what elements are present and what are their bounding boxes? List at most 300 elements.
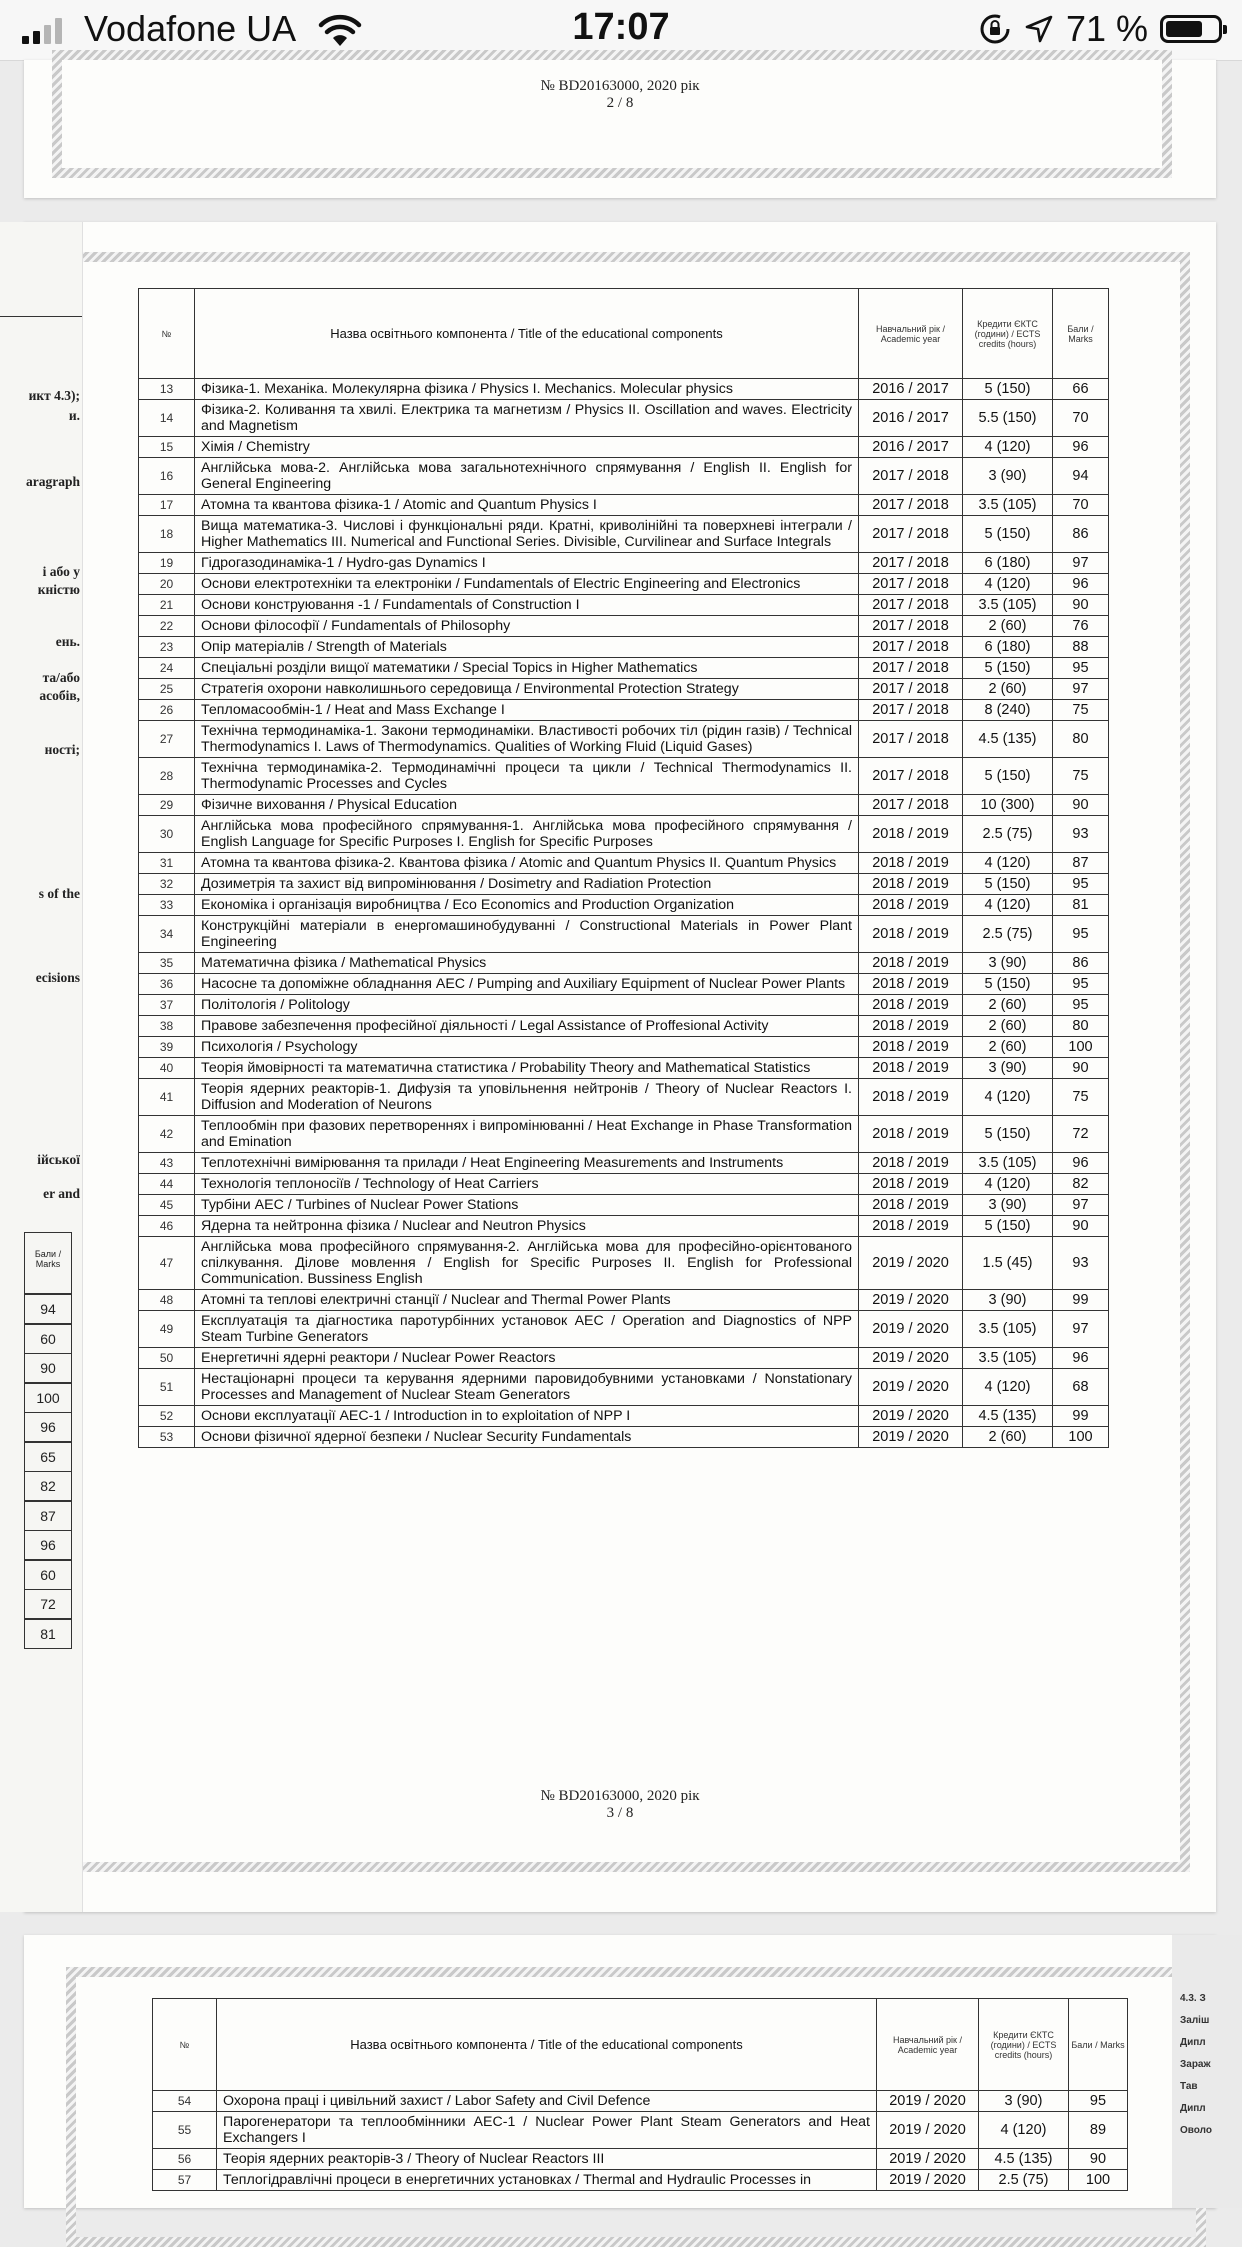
course-title: Атомні та теплові електричні станції / Nuclear and Thermal Power Plants <box>195 1290 859 1311</box>
page-footer-number: № BD20163000, 2020 рік <box>540 1788 700 1804</box>
course-title: Математична фізика / Mathematical Physics <box>195 953 859 974</box>
fragment-text: Дипл <box>1180 2103 1206 2114</box>
column-header-title: Назва освітнього компонента / Title of the educational components <box>195 289 859 379</box>
academic-year: 2017 / 2018 <box>859 516 963 553</box>
course-title: Фізика-1. Механіка. Молекулярна фізика / Physics I. Mechanics. Molecular physics <box>195 379 859 400</box>
row-number: 24 <box>139 658 195 679</box>
course-title: Технічна термодинаміка-1. Закони термодинаміки. Властивості робочих тіл (рідин газів) / Technical Thermodynamics I. Laws of Thermodynamics. Qualities of Working Fluid (Liquid Gases) <box>195 721 859 758</box>
ects-credits: 5 (150) <box>963 1116 1053 1153</box>
row-number: 26 <box>139 700 195 721</box>
course-title: Англійська мова професійного спрямування-1. Англійська мова професійного спрямування / English Language for Specific Purposes I. English for Specific Purposes <box>195 816 859 853</box>
course-title: Основи філософії / Fundamentals of Philosophy <box>195 616 859 637</box>
fragment-text: Тав <box>1180 2081 1198 2092</box>
ects-credits: 5 (150) <box>963 379 1053 400</box>
academic-year: 2018 / 2019 <box>859 1153 963 1174</box>
fragment-text: ності; <box>44 742 80 757</box>
course-title: Економіка і організація виробництва / Eco Economics and Production Organization <box>195 895 859 916</box>
academic-year: 2017 / 2018 <box>859 658 963 679</box>
mark: 66 <box>1053 379 1109 400</box>
academic-year: 2018 / 2019 <box>859 1174 963 1195</box>
ects-credits: 4 (120) <box>963 1174 1053 1195</box>
course-title: Хімія / Chemistry <box>195 437 859 458</box>
row-number: 21 <box>139 595 195 616</box>
table-row <box>139 1311 1109 1348</box>
ects-credits: 8 (240) <box>963 700 1053 721</box>
academic-year: 2018 / 2019 <box>859 1058 963 1079</box>
ects-credits: 5 (150) <box>963 874 1053 895</box>
row-number: 22 <box>139 616 195 637</box>
academic-year: 2018 / 2019 <box>859 1037 963 1058</box>
ects-credits: 3.5 (105) <box>963 1153 1053 1174</box>
academic-year: 2018 / 2019 <box>859 853 963 874</box>
table-row <box>139 1216 1109 1237</box>
course-title: Теплотехнічні вимірювання та прилади / Heat Engineering Measurements and Instruments <box>195 1153 859 1174</box>
mark: 96 <box>1053 437 1109 458</box>
row-number: 46 <box>139 1216 195 1237</box>
mark: 90 <box>1053 1216 1109 1237</box>
course-title: Стратегія охорони навколишнього середовища / Environmental Protection Strategy <box>195 679 859 700</box>
row-number: 49 <box>139 1311 195 1348</box>
mark: 96 <box>1053 574 1109 595</box>
academic-year: 2019 / 2020 <box>859 1311 963 1348</box>
table-row <box>139 516 1109 553</box>
course-title: Політологія / Politology <box>195 995 859 1016</box>
fragment-text: кністю <box>37 582 80 597</box>
course-title: Атомна та квантова фізика-2. Квантова фізика / Atomic and Quantum Physics II. Quantum Physics <box>195 853 859 874</box>
fragment-mark: 100 <box>24 1383 72 1413</box>
table-row <box>139 437 1109 458</box>
page-footer-number: № BD20163000, 2020 рік <box>540 78 700 94</box>
mark: 95 <box>1053 974 1109 995</box>
table-row <box>139 1427 1109 1448</box>
adjacent-page-right-fragment <box>1172 1935 1242 2208</box>
ects-credits: 4.5 (135) <box>963 721 1053 758</box>
course-title: Теплообмін при фазових перетвореннях і випромінюванні / Heat Exchange in Phase Transformation and Emination <box>195 1116 859 1153</box>
ects-credits: 4.5 (135) <box>963 1406 1053 1427</box>
academic-year: 2017 / 2018 <box>859 721 963 758</box>
fragment-mark: 90 <box>24 1353 72 1383</box>
row-number: 33 <box>139 895 195 916</box>
orientation-lock-icon <box>978 12 1012 46</box>
academic-year: 2019 / 2020 <box>859 1237 963 1290</box>
column-header-number: № <box>139 289 195 379</box>
mark: 87 <box>1053 853 1109 874</box>
mark: 90 <box>1053 595 1109 616</box>
course-title: Енергетичні ядерні реактори / Nuclear Power Reactors <box>195 1348 859 1369</box>
table-row <box>153 2112 1128 2149</box>
academic-year: 2017 / 2018 <box>859 595 963 616</box>
table-row <box>153 2149 1128 2170</box>
fragment-mark: 96 <box>24 1412 72 1442</box>
course-title: Дозиметрія та захист від випромінювання / Dosimetry and Radiation Protection <box>195 874 859 895</box>
table-row <box>139 916 1109 953</box>
table-row <box>139 816 1109 853</box>
mark: 86 <box>1053 953 1109 974</box>
ects-credits: 5 (150) <box>963 974 1053 995</box>
academic-year: 2019 / 2020 <box>877 2112 979 2149</box>
table-row <box>153 2170 1128 2191</box>
table-row <box>139 400 1109 437</box>
mark: 100 <box>1053 1427 1109 1448</box>
table-row <box>139 700 1109 721</box>
row-number: 54 <box>153 2091 217 2112</box>
row-number: 19 <box>139 553 195 574</box>
ects-credits: 3 (90) <box>963 458 1053 495</box>
table-row <box>139 679 1109 700</box>
row-number: 53 <box>139 1427 195 1448</box>
row-number: 43 <box>139 1153 195 1174</box>
ects-credits: 5 (150) <box>963 1216 1053 1237</box>
table-row <box>139 895 1109 916</box>
ects-credits: 3 (90) <box>963 953 1053 974</box>
academic-year: 2018 / 2019 <box>859 1216 963 1237</box>
mark: 93 <box>1053 816 1109 853</box>
row-number: 13 <box>139 379 195 400</box>
table-row <box>139 1237 1109 1290</box>
academic-year: 2019 / 2020 <box>877 2091 979 2112</box>
course-title: Англійська мова-2. Англійська мова загальнотехнічного спрямування / English II. English for General Engineering <box>195 458 859 495</box>
table-row <box>139 1037 1109 1058</box>
row-number: 18 <box>139 516 195 553</box>
academic-year: 2019 / 2020 <box>859 1406 963 1427</box>
ects-credits: 2.5 (75) <box>963 916 1053 953</box>
ects-credits: 4 (120) <box>963 895 1053 916</box>
row-number: 57 <box>153 2170 217 2191</box>
mark: 95 <box>1053 916 1109 953</box>
course-title: Основи електротехніки та електроніки / Fundamentals of Electric Engineering and Electronics <box>195 574 859 595</box>
academic-year: 2019 / 2020 <box>877 2149 979 2170</box>
table-row <box>139 874 1109 895</box>
course-title: Нестаціонарні процеси та керування ядерними паровидобувними установками / Nonstationary Processes and Management of Nuclear Steam Generators <box>195 1369 859 1406</box>
course-title: Експлуатація та діагностика паротурбінних установок АЕС / Operation and Diagnostics of NPP Steam Turbine Generators <box>195 1311 859 1348</box>
row-number: 47 <box>139 1237 195 1290</box>
ects-credits: 4 (120) <box>979 2112 1069 2149</box>
fragment-mark: 60 <box>24 1324 72 1354</box>
fragment-text: і або у <box>42 564 80 579</box>
ects-credits: 3.5 (105) <box>963 595 1053 616</box>
academic-year: 2018 / 2019 <box>859 1079 963 1116</box>
table-row <box>139 1116 1109 1153</box>
fragment-text: Дипл <box>1180 2037 1206 2048</box>
course-title: Конструкційні матеріали в енергомашинобудуванні / Constructional Materials in Power Plant Engineering <box>195 916 859 953</box>
mark: 72 <box>1053 1116 1109 1153</box>
row-number: 28 <box>139 758 195 795</box>
ects-credits: 4 (120) <box>963 574 1053 595</box>
table-row <box>139 595 1109 616</box>
mark: 100 <box>1069 2170 1128 2191</box>
ects-credits: 6 (180) <box>963 637 1053 658</box>
mark: 93 <box>1053 1237 1109 1290</box>
fragment-text: Заліш <box>1180 2015 1210 2026</box>
fragment-mark: 72 <box>24 1589 72 1619</box>
document-page-2 <box>24 60 1216 198</box>
mark: 99 <box>1053 1290 1109 1311</box>
ects-credits: 10 (300) <box>963 795 1053 816</box>
academic-year: 2019 / 2020 <box>877 2170 979 2191</box>
table-row <box>139 553 1109 574</box>
table-row <box>139 1153 1109 1174</box>
mark: 86 <box>1053 516 1109 553</box>
table-row <box>139 721 1109 758</box>
ects-credits: 3 (90) <box>963 1195 1053 1216</box>
ects-credits: 3.5 (105) <box>963 1348 1053 1369</box>
fragment-mark: 94 <box>24 1294 72 1324</box>
column-header-marks: Бали / Marks <box>1069 1999 1128 2091</box>
ects-credits: 2 (60) <box>963 616 1053 637</box>
table-row <box>139 458 1109 495</box>
course-title: Психологія / Psychology <box>195 1037 859 1058</box>
mark: 80 <box>1053 721 1109 758</box>
location-arrow-icon <box>1024 14 1054 44</box>
academic-year: 2017 / 2018 <box>859 637 963 658</box>
ects-credits: 2 (60) <box>963 1016 1053 1037</box>
ects-credits: 2.5 (75) <box>979 2170 1069 2191</box>
page-footer-page: 3 / 8 <box>606 1805 634 1821</box>
fragment-mark: 65 <box>24 1442 72 1472</box>
row-number: 32 <box>139 874 195 895</box>
mark: 89 <box>1069 2112 1128 2149</box>
course-title: Опір матеріалів / Strength of Materials <box>195 637 859 658</box>
mark: 90 <box>1069 2149 1128 2170</box>
course-title: Основи конструювання -1 / Fundamentals of Construction I <box>195 595 859 616</box>
mark: 96 <box>1053 1153 1109 1174</box>
course-title: Гідрогазодинаміка-1 / Hydro-gas Dynamics I <box>195 553 859 574</box>
row-number: 42 <box>139 1116 195 1153</box>
table-row <box>139 379 1109 400</box>
fragment-text: ійської <box>37 1152 80 1167</box>
mark: 70 <box>1053 400 1109 437</box>
fragment-text: та/або <box>42 670 80 685</box>
row-number: 45 <box>139 1195 195 1216</box>
fragment-text: ень. <box>55 634 80 649</box>
course-title: Теплогідравлічні процеси в енергетичних установках / Thermal and Hydraulic Processes in <box>217 2170 877 2191</box>
fragment-marks-header: Бали / Marks <box>24 1232 72 1294</box>
column-header-year: Навчальний рік / Academic year <box>877 1999 979 2091</box>
row-number: 35 <box>139 953 195 974</box>
table-row <box>139 1016 1109 1037</box>
academic-year: 2016 / 2017 <box>859 400 963 437</box>
table-row <box>139 1369 1109 1406</box>
row-number: 56 <box>153 2149 217 2170</box>
table-row <box>139 574 1109 595</box>
table-row <box>139 1079 1109 1116</box>
course-title: Технічна термодинаміка-2. Термодинамічні процеси та цикли / Technical Thermodynamics II. Thermodynamic Processes and Cycles <box>195 758 859 795</box>
course-title: Теорія ядерних реакторів-3 / Theory of Nuclear Reactors III <box>217 2149 877 2170</box>
table-row <box>139 637 1109 658</box>
academic-year: 2018 / 2019 <box>859 1195 963 1216</box>
course-title: Технологія теплоносіїв / Technology of Heat Carriers <box>195 1174 859 1195</box>
page-footer-page: 2 / 8 <box>606 95 634 111</box>
ects-credits: 4 (120) <box>963 437 1053 458</box>
row-number: 31 <box>139 853 195 874</box>
mark: 97 <box>1053 553 1109 574</box>
mark: 75 <box>1053 700 1109 721</box>
row-number: 14 <box>139 400 195 437</box>
ects-credits: 4 (120) <box>963 1079 1053 1116</box>
mark: 95 <box>1053 874 1109 895</box>
table-row <box>139 1290 1109 1311</box>
fragment-mark: 81 <box>24 1619 72 1649</box>
course-title: Охорона праці і цивільний захист / Labor Safety and Civil Defence <box>217 2091 877 2112</box>
table-row <box>139 1195 1109 1216</box>
carrier-name: Vodafone UA <box>84 8 297 49</box>
fragment-text: aragraph <box>26 474 80 489</box>
ects-credits: 2 (60) <box>963 679 1053 700</box>
table-row <box>139 758 1109 795</box>
mark: 80 <box>1053 1016 1109 1037</box>
table-row <box>139 1174 1109 1195</box>
academic-year: 2018 / 2019 <box>859 874 963 895</box>
fragment-mark: 60 <box>24 1560 72 1590</box>
academic-year: 2017 / 2018 <box>859 553 963 574</box>
fragment-text: икт 4.3); <box>28 388 80 403</box>
row-number: 52 <box>139 1406 195 1427</box>
mark: 90 <box>1053 795 1109 816</box>
mark: 95 <box>1053 658 1109 679</box>
academic-year: 2017 / 2018 <box>859 795 963 816</box>
academic-year: 2019 / 2020 <box>859 1290 963 1311</box>
row-number: 20 <box>139 574 195 595</box>
row-number: 27 <box>139 721 195 758</box>
row-number: 55 <box>153 2112 217 2149</box>
course-title: Основи фізичної ядерної безпеки / Nuclear Security Fundamentals <box>195 1427 859 1448</box>
ects-credits: 5.5 (150) <box>963 400 1053 437</box>
ects-credits: 1.5 (45) <box>963 1237 1053 1290</box>
table-row <box>153 2091 1128 2112</box>
ects-credits: 3 (90) <box>963 1290 1053 1311</box>
course-title: Ядерна та нейтронна фізика / Nuclear and Neutron Physics <box>195 1216 859 1237</box>
table-row <box>139 616 1109 637</box>
academic-year: 2016 / 2017 <box>859 379 963 400</box>
row-number: 44 <box>139 1174 195 1195</box>
ects-credits: 6 (180) <box>963 553 1053 574</box>
course-title: Насосне та допоміжне обладнання АЕС / Pumping and Auxiliary Equipment of Nuclear Power Plants <box>195 974 859 995</box>
battery-percent: 71 % <box>1065 8 1148 49</box>
academic-year: 2017 / 2018 <box>859 458 963 495</box>
column-header-credits: Кредити ЄКТС (години) / ECTS credits (hours) <box>963 289 1053 379</box>
academic-year: 2018 / 2019 <box>859 916 963 953</box>
course-title: Англійська мова професійного спрямування-2. Англійська мова для професійно-орієнтованого спілкування. Ділове мовлення / English for Specific Purposes II. English for Professional Communication. Bussiness English <box>195 1237 859 1290</box>
mark: 76 <box>1053 616 1109 637</box>
ects-credits: 2 (60) <box>963 1427 1053 1448</box>
table-row <box>139 1058 1109 1079</box>
row-number: 36 <box>139 974 195 995</box>
row-number: 34 <box>139 916 195 953</box>
course-title: Фізичне виховання / Physical Education <box>195 795 859 816</box>
course-title: Фізика-2. Коливання та хвилі. Електрика та магнетизм / Physics II. Oscillation and waves. Electricity and Magnetism <box>195 400 859 437</box>
column-header-marks: Бали / Marks <box>1053 289 1109 379</box>
table-row <box>139 1348 1109 1369</box>
mark: 90 <box>1053 1058 1109 1079</box>
academic-year: 2017 / 2018 <box>859 679 963 700</box>
row-number: 50 <box>139 1348 195 1369</box>
mark: 68 <box>1053 1369 1109 1406</box>
academic-year: 2018 / 2019 <box>859 895 963 916</box>
fragment-text: и. <box>68 408 80 423</box>
course-title: Правове забезпечення професійної діяльності / Legal Assistance of Proffesional Activity <box>195 1016 859 1037</box>
academic-year: 2018 / 2019 <box>859 974 963 995</box>
mark: 75 <box>1053 758 1109 795</box>
fragment-text: ecisions <box>35 970 80 985</box>
ects-credits: 4 (120) <box>963 1369 1053 1406</box>
column-header-number: № <box>153 1999 217 2091</box>
course-title: Основи експлуатації АЕС-1 / Introduction in to exploitation of NPP I <box>195 1406 859 1427</box>
academic-year: 2018 / 2019 <box>859 953 963 974</box>
ects-credits: 4 (120) <box>963 853 1053 874</box>
ects-credits: 3.5 (105) <box>963 495 1053 516</box>
course-title: Вища математика-3. Числові і функціональні ряди. Кратні, криволінійні та поверхневі інтеграли / Higher Mathematics III. Numerical and Functional Series. Divisible, Curvilinear and Surface Integrals <box>195 516 859 553</box>
mark: 82 <box>1053 1174 1109 1195</box>
row-number: 48 <box>139 1290 195 1311</box>
table-row <box>139 953 1109 974</box>
row-number: 39 <box>139 1037 195 1058</box>
ects-credits: 3.5 (105) <box>963 1311 1053 1348</box>
table-row <box>139 795 1109 816</box>
table-row <box>139 495 1109 516</box>
row-number: 29 <box>139 795 195 816</box>
adjacent-page-left-fragment <box>0 222 83 1912</box>
fragment-mark: 96 <box>24 1530 72 1560</box>
row-number: 23 <box>139 637 195 658</box>
mark: 100 <box>1053 1037 1109 1058</box>
fragment-text: Оволо <box>1180 2125 1212 2136</box>
ects-credits: 2.5 (75) <box>963 816 1053 853</box>
mark: 70 <box>1053 495 1109 516</box>
ects-credits: 5 (150) <box>963 758 1053 795</box>
academic-year: 2019 / 2020 <box>859 1427 963 1448</box>
academic-year: 2018 / 2019 <box>859 816 963 853</box>
row-number: 15 <box>139 437 195 458</box>
table-row <box>139 853 1109 874</box>
mark: 97 <box>1053 1311 1109 1348</box>
fragment-mark: 87 <box>24 1501 72 1531</box>
mark: 97 <box>1053 679 1109 700</box>
ects-credits: 3 (90) <box>963 1058 1053 1079</box>
ects-credits: 2 (60) <box>963 995 1053 1016</box>
fragment-text: асобів, <box>39 688 80 703</box>
ects-credits: 5 (150) <box>963 516 1053 553</box>
fragment-text: s of the <box>38 886 80 901</box>
academic-year: 2019 / 2020 <box>859 1369 963 1406</box>
ects-credits: 2 (60) <box>963 1037 1053 1058</box>
row-number: 25 <box>139 679 195 700</box>
ects-credits: 4.5 (135) <box>979 2149 1069 2170</box>
academic-year: 2017 / 2018 <box>859 700 963 721</box>
mark: 96 <box>1053 1348 1109 1369</box>
row-number: 30 <box>139 816 195 853</box>
mark: 75 <box>1053 1079 1109 1116</box>
grades-table-next <box>152 1998 1128 2191</box>
course-title: Тепломасообмін-1 / Heat and Mass Exchange I <box>195 700 859 721</box>
course-title: Парогенератори та теплообмінники АЕС-1 / Nuclear Power Plant Steam Generators and Heat Exchangers I <box>217 2112 877 2149</box>
mark: 94 <box>1053 458 1109 495</box>
mark: 95 <box>1069 2091 1128 2112</box>
course-title: Атомна та квантова фізика-1 / Atomic and Quantum Physics I <box>195 495 859 516</box>
ects-credits: 3 (90) <box>979 2091 1069 2112</box>
fragment-mark: 82 <box>24 1471 72 1501</box>
mark: 88 <box>1053 637 1109 658</box>
row-number: 40 <box>139 1058 195 1079</box>
table-row <box>139 658 1109 679</box>
row-number: 41 <box>139 1079 195 1116</box>
academic-year: 2016 / 2017 <box>859 437 963 458</box>
fragment-text: 4.3. З <box>1180 1993 1206 2004</box>
row-number: 51 <box>139 1369 195 1406</box>
mark: 97 <box>1053 1195 1109 1216</box>
course-title: Спеціальні розділи вищої математики / Special Topics in Higher Mathematics <box>195 658 859 679</box>
academic-year: 2018 / 2019 <box>859 1016 963 1037</box>
battery-icon <box>1160 15 1222 43</box>
